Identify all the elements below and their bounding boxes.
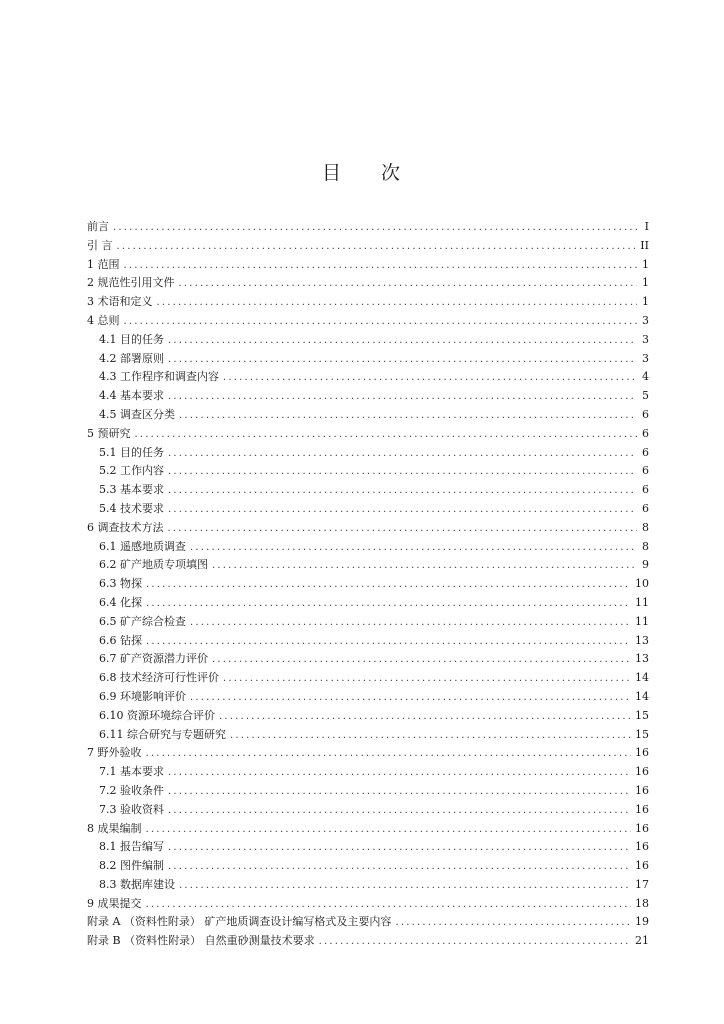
toc-entry-label: 6.10 资源环境综合评价: [99, 708, 215, 722]
toc-leader-dots: [146, 896, 632, 915]
toc-leader-dots: [223, 670, 631, 689]
toc-entry-label: 5.1 目的任务: [99, 445, 164, 459]
toc-entry-label: 4.2 部署原则: [99, 351, 164, 365]
toc-entry[interactable]: [87, 726, 649, 745]
toc-entry-label: 9 成果提交: [87, 896, 142, 910]
toc-entry[interactable]: [87, 331, 649, 350]
page-title-right: 次: [381, 162, 403, 184]
toc-entry-page: 16: [635, 783, 649, 797]
toc-entry[interactable]: [87, 707, 649, 726]
toc-entry[interactable]: [87, 218, 649, 237]
toc-entry[interactable]: [87, 425, 649, 444]
toc-entry-page: 13: [635, 633, 649, 647]
toc-entry[interactable]: [87, 932, 649, 951]
toc-entry-page: 9: [642, 558, 649, 572]
toc-leader-dots: [168, 445, 637, 464]
toc-entry-page: 6: [642, 501, 649, 515]
toc-leader-dots: [179, 407, 637, 426]
toc-entry[interactable]: [87, 556, 649, 575]
toc-entry[interactable]: [87, 462, 649, 481]
toc-entry[interactable]: [87, 312, 649, 331]
toc-leader-dots: [230, 727, 631, 746]
toc-entry[interactable]: [87, 650, 649, 669]
toc-entry-page: 16: [635, 859, 649, 873]
toc-leader-dots: [168, 482, 637, 501]
toc-entry-label: 6.4 化探: [99, 595, 142, 609]
toc-leader-dots: [113, 219, 637, 238]
toc-entry[interactable]: [87, 594, 649, 613]
toc-entry[interactable]: [87, 387, 649, 406]
toc-entry[interactable]: [87, 688, 649, 707]
toc-entry-page: 1: [642, 276, 649, 290]
toc-entry[interactable]: [87, 763, 649, 782]
toc-entry-page: 18: [635, 896, 649, 910]
toc-entry-label: 8.3 数据库建设: [99, 877, 175, 891]
toc-entry-page: 14: [635, 689, 649, 703]
toc-entry-label: 8.1 报告编写: [99, 840, 164, 854]
toc-leader-dots: [157, 294, 638, 313]
toc-leader-dots: [168, 332, 637, 351]
toc-leader-dots: [146, 595, 631, 614]
toc-entry-label: 7 野外验收: [87, 746, 142, 760]
toc-entry-label: 4.4 基本要求: [99, 389, 164, 403]
toc-entry-page: 15: [635, 708, 649, 722]
toc-leader-dots: [124, 257, 638, 276]
toc-entry-label: 7.2 验收条件: [99, 783, 164, 797]
toc-entry[interactable]: [87, 350, 649, 369]
toc-leader-dots: [168, 858, 631, 877]
page-title-left: 目: [321, 162, 343, 184]
toc-leader-dots: [146, 745, 632, 764]
toc-entry-label: 4.5 调查区分类: [99, 407, 175, 421]
toc-entry-label: 1 范围: [87, 257, 120, 271]
toc-entry-label: 5.2 工作内容: [99, 464, 164, 478]
toc-leader-dots: [212, 557, 637, 576]
toc-entry-label: 6.6 钻探: [99, 633, 142, 647]
toc-entry[interactable]: [87, 838, 649, 857]
toc-entry[interactable]: [87, 293, 649, 312]
toc-entry-label: 8 成果编制: [87, 821, 142, 835]
toc-entry-label: 6 调查技术方法: [87, 520, 164, 534]
toc-entry[interactable]: [87, 782, 649, 801]
toc-leader-dots: [168, 501, 637, 520]
toc-entry-label: 引 言: [87, 238, 113, 252]
toc-entry-page: 6: [642, 483, 649, 497]
toc-entry-label: 6.11 综合研究与专题研究: [99, 727, 226, 741]
toc-entry-label: 6.9 环境影响评价: [99, 689, 186, 703]
toc-entry-page: 1: [642, 295, 649, 309]
toc-entry-label: 6.7 矿产资源潜力评价: [99, 652, 208, 666]
toc-leader-dots: [168, 351, 637, 370]
toc-entry[interactable]: [87, 500, 649, 519]
toc-entry-label: 6.8 技术经济可行性评价: [99, 671, 219, 685]
toc-leader-dots: [219, 708, 631, 727]
toc-entry-page: 11: [635, 595, 649, 609]
toc-entry[interactable]: [87, 895, 649, 914]
toc-entry-label: 6.2 矿产地质专项填图: [99, 558, 208, 572]
toc-leader-dots: [146, 821, 632, 840]
toc-entry-label: 6.5 矿产综合检查: [99, 614, 186, 628]
toc-entry-label: 5.3 基本要求: [99, 483, 164, 497]
toc-entry-page: 3: [642, 313, 649, 327]
toc-leader-dots: [168, 839, 631, 858]
toc-leader-dots: [212, 651, 631, 670]
toc-entry-page: 16: [635, 840, 649, 854]
toc-entry-page: 8: [642, 520, 649, 534]
page-title: [0, 158, 724, 185]
toc-entry-label: 前言: [87, 220, 109, 233]
toc-leader-dots: [190, 539, 637, 558]
toc-leader-dots: [168, 520, 638, 539]
toc-entry[interactable]: [87, 237, 649, 256]
toc-entry-page: II: [640, 238, 649, 252]
toc-leader-dots: [223, 369, 637, 388]
toc-entry-label: 5 预研究: [87, 426, 131, 440]
toc-entry[interactable]: [87, 857, 649, 876]
toc-entry-page: 6: [642, 426, 649, 440]
toc-entry[interactable]: [87, 744, 649, 763]
toc-entry[interactable]: [87, 801, 649, 820]
toc-entry-page: 1: [642, 257, 649, 271]
toc-leader-dots: [190, 614, 631, 633]
toc-entry-page: 16: [635, 765, 649, 779]
toc-entry-label: 5.4 技术要求: [99, 501, 164, 515]
toc-leader-dots: [168, 802, 631, 821]
toc-leader-dots: [168, 764, 631, 783]
toc-entry[interactable]: [87, 632, 649, 651]
toc-leader-dots: [395, 914, 631, 933]
toc-entry[interactable]: [87, 274, 649, 293]
toc-entry-label: 2 规范性引用文件: [87, 276, 175, 290]
toc-entry-label: 6.3 物探: [99, 577, 142, 591]
toc-entry-label: 6.1 遥感地质调查: [99, 539, 186, 553]
toc-entry[interactable]: [87, 481, 649, 500]
toc-entry-label: 4.3 工作程序和调查内容: [99, 370, 219, 384]
toc-leader-dots: [146, 633, 631, 652]
toc-entry-page: 11: [635, 614, 649, 628]
toc-entry[interactable]: [87, 820, 649, 839]
toc-leader-dots: [179, 877, 631, 896]
toc-entry-page: 13: [635, 652, 649, 666]
toc-entry-page: 6: [642, 464, 649, 478]
toc-entry[interactable]: [87, 575, 649, 594]
toc-entry-label: 附录 B （资料性附录） 自然重砂测量技术要求: [87, 934, 315, 948]
toc-entry-page: 16: [635, 802, 649, 816]
toc-entry[interactable]: [87, 444, 649, 463]
toc-entry-page: 15: [635, 727, 649, 741]
toc-entry-page: 16: [635, 746, 649, 760]
toc-entry-page: 14: [635, 671, 649, 685]
toc-entry[interactable]: [87, 406, 649, 425]
toc-entry-label: 4.1 目的任务: [99, 332, 164, 346]
toc-entry-label: 附录 A （资料性附录） 矿产地质调查设计编写格式及主要内容: [87, 915, 392, 929]
toc-entry-page: 3: [642, 351, 649, 365]
toc-entry[interactable]: [87, 519, 649, 538]
toc-leader-dots: [168, 388, 637, 407]
toc-entry[interactable]: [87, 669, 649, 688]
toc-entry[interactable]: [87, 256, 649, 275]
toc-entry-page: I: [644, 220, 649, 233]
toc-entry[interactable]: [87, 913, 649, 932]
toc-entry-label: 7.1 基本要求: [99, 765, 164, 779]
toc-entry-label: 8.2 图件编制: [99, 859, 164, 873]
toc-entry[interactable]: [87, 613, 649, 632]
toc-entry-page: 17: [635, 877, 649, 891]
toc-entry-label: 3 术语和定义: [87, 295, 153, 309]
toc-entry-page: 8: [642, 539, 649, 553]
toc-entry-page: 5: [642, 389, 649, 403]
toc-leader-dots: [146, 576, 631, 595]
toc-leader-dots: [190, 689, 631, 708]
toc-entry-page: 19: [635, 915, 649, 929]
toc-entry-page: 6: [642, 407, 649, 421]
toc-entry[interactable]: [87, 876, 649, 895]
toc-leader-dots: [168, 783, 631, 802]
toc-entry-page: 21: [635, 934, 649, 948]
toc-leader-dots: [135, 426, 638, 445]
toc-entry-label: 4 总则: [87, 313, 120, 327]
toc-entry-page: 4: [642, 370, 649, 384]
toc-entry[interactable]: [87, 538, 649, 557]
table-of-contents: [87, 218, 649, 951]
toc-entry-label: 7.3 验收资料: [99, 802, 164, 816]
toc-leader-dots: [319, 933, 631, 952]
toc-entry-page: 16: [635, 821, 649, 835]
toc-leader-dots: [179, 275, 638, 294]
toc-leader-dots: [168, 463, 637, 482]
toc-entry[interactable]: [87, 368, 649, 387]
toc-leader-dots: [124, 313, 638, 332]
toc-entry-page: 6: [642, 445, 649, 459]
toc-entry-page: 10: [635, 577, 649, 591]
toc-entry-page: 3: [642, 332, 649, 346]
toc-leader-dots: [117, 238, 637, 257]
